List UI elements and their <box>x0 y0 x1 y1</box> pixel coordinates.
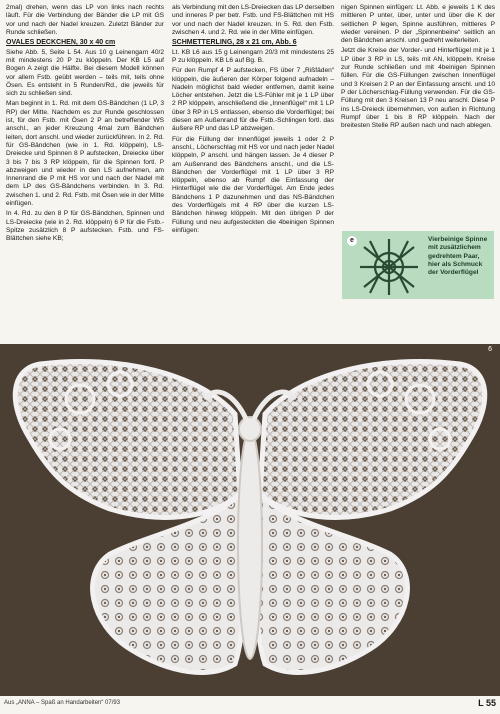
section-heading-oval-doily: OVALES DECKCHEN, 30 x 40 cm <box>6 39 116 47</box>
paragraph: In 4. Rd. zu den 8 P für GS-Bändchen, Spinnen und LS-Dreiecke (wie in 2. Rd. klöppeln) 6 P für die Fstb.-Spitze zusätzlich 8 P aufstecken. Fstb. und FS-Blättchen siehe KB; <box>6 210 164 243</box>
section-heading-butterfly: SCHMETTERLING, 28 x 21 cm, Abb. 6 <box>172 39 297 47</box>
paragraph: Für die Füllung der Innenflügel jeweils 1 oder 2 P anschl., Löcherschlag mit HS vor und nach jeder Nadel klöppeln, P anschl. und hängen lassen. Je 4 dieser P am Außenrand des Bändchens anschl., und die LS-Bändchen der Vorderflügel mit 1 LP über 3 RP klöppeln, ebenso ab Rumpf die Einfassung der Hinterflügel wie die der Vorderflügel. Am Ende jedes Bändchens 1 P dazunehmen und das NS-Bändchen des Vorderflügels mit 4 RP über die kurzen LS-Bändchen hinweg klöppeln. Mit den übrigen P der Füllung und neu aufgesteckten die 4beinigen Spinnen einfügen: <box>172 135 334 234</box>
text-column-1 <box>6 4 164 246</box>
figure-letter: e <box>347 236 357 246</box>
text-column-2 <box>172 4 334 237</box>
butterfly-lace-illustration <box>0 344 500 696</box>
paragraph: nigen Spinnen einfügen: Lt. Abb. e jeweils 1 K des mittleren P unter, über, unter und über die K der seitlichen P legen, Spinne ausführen, mittleres P wieder vereinen. P der „Spinnenbeine“ seitlich an den Bändchen anschl. und gedreht weiterleiten. <box>341 4 495 45</box>
spider-detail-inset <box>342 231 494 299</box>
paragraph: Für den Rumpf 4 P aufstecken, FS über 7 „Rißfäden“ klöppeln, die äußeren der Körper folgend aufnadeln – Nadeln möglichst bald wieder entfernen, damit keine Löcher entstehen. Jetzt die LS-Fühler mit je 1 LP über 2 RP klöppeln, anschließend die „Innenflügel“ mit 1 LP über 3 RP in LS entlassen, ebenso die Vorderflügel; bei diesen am Außenrand für die Fstb.-Schlingen fortl. das äußere RP und das LP abzweigen. <box>172 67 334 133</box>
inset-caption: Vierbeinige Spinne mit zusätzlichem gedrehtem Paar, hier als Schmuck der Vorderflügel <box>428 236 488 277</box>
lace-spider-icon <box>356 237 422 297</box>
paragraph: Man beginnt in 1. Rd. mit dem GS-Bändchen (1 LP, 3 RP) der Mitte. Nachdem es zur Runde geschlossen ist, für den Fstb. mit Ösen 2 P an betreffender WS anschl., an jeder Kreuzung 4mal zum Bändchen leiten, dort anschl. und wieder zurückführen. In 2. Rd. für GS-Bändchen (wie in 1. Rd. klöppeln), LS-Dreiecke und Spinnen 8 P aufstecken, Dreiecke über 3 bis 7 bis 3 RP klöppeln, für die Spinnen fortl. P abzweigen und wieder in den LS aufnehmen, am Innenrand die P mit HS vor und nach der Nadel mit dem LP des GS-Bändchens verbinden. In 3. Rd. zwischen 1. und 2. Rd. Fstb. mit Ösen wie in der Mitte einfügen. <box>6 100 164 208</box>
paragraph: als Verbindung mit den LS-Dreiecken das LP derselben und inneres P per betr. Fstb. und FS-Blättchen mit HS vor und nach der Nadel kreuzen. In 5. Rd. den Fstb. zwischen 4. und 2. Rd. wie in der Mitte einfügen. <box>172 4 334 36</box>
paragraph: Siehe Abb. 5, Seite L 54. Aus 10 g Leinengarn 40/2 mit mindestens 20 P zu klöppeln. Der KB L5 auf Bogen A zeigt die Hälfte. Bei diesem Modell können vor allem Fstb. geübt werden – teils mit, teils ohne Ösen. Es entsteht in 5 Runden/Rd., die jeweils für sich zu schließen sind. <box>6 48 164 98</box>
footer-source: Aus „ANNA – Spaß an Handarbeiten“ 07/93 <box>4 700 121 706</box>
paragraph: Jetzt die Kreise der Vorder- und Hinterflügel mit je 1 LP über 3 RP in LS, teils mit AN, klöppeln. Kreise zur Runde schließen und mit 4beinigen Spinnen füllen. Für die GS-Füllungen zwischen Innenflügel und 3 Kreisen 2 P an der Einfassung anschl. und 10 P der Löcherschlag-Füllung verwenden. Für die GS-Füllung mit den 3 Kreisen 13 P neu anschl. Diese P ins LS-Dreieck übernehmen, von außen in Richtung Rumpf über 1 bis 8 RP klöppeln. Nach der breitesten Stelle RP außen nach und nach ablegen. <box>341 47 495 130</box>
text-column-3 <box>341 4 495 132</box>
paragraph: Lt. KB L6 aus 15 g Leinengarn 20/3 mit mindestens 25 P zu klöppeln. KB L6 auf Bg. B. <box>172 48 334 64</box>
page-number: L 55 <box>478 698 496 708</box>
figure-number: 6 <box>488 346 492 353</box>
butterfly-lace-photo <box>0 344 500 696</box>
paragraph: 2mal) drehen, wenn das LP von links nach rechts läuft. Für die Verbindung der Bänder die LP mit GS vor und nach der Nadel kreuzen. Zuletzt Bänder zur Runde schließen. <box>6 4 164 36</box>
